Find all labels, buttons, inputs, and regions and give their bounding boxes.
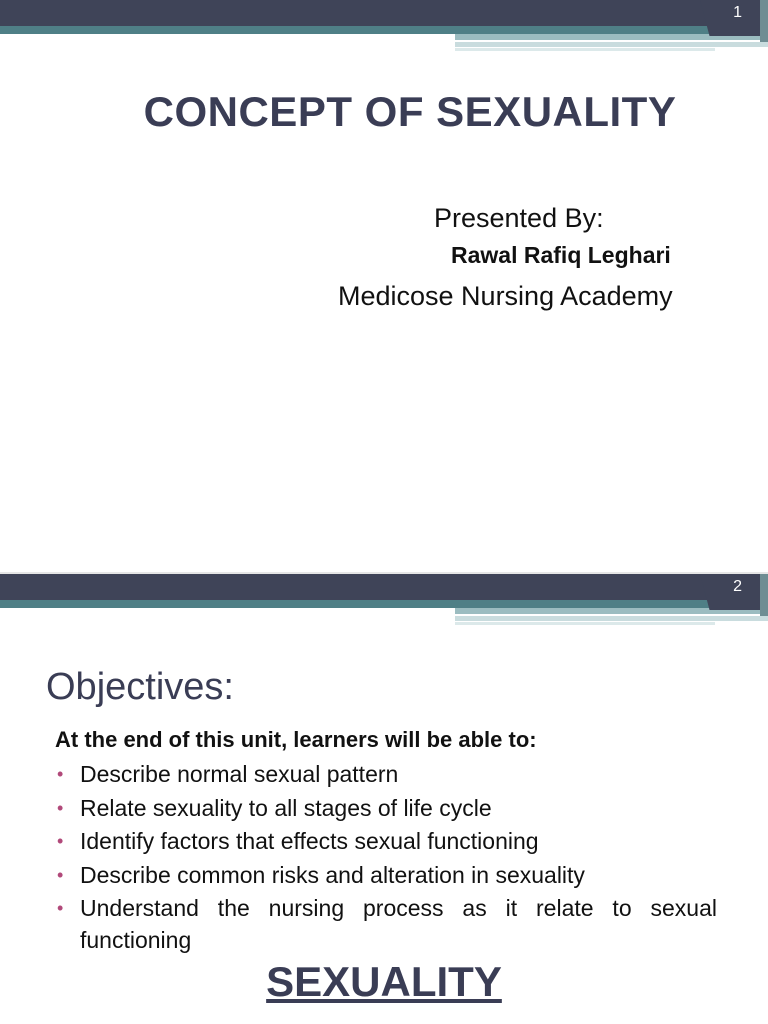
list-item [55,825,717,859]
author-name: Rawal Rafiq Leghari [451,242,671,268]
slide-number: 1 [733,4,742,21]
objectives-heading: Objectives: [46,666,234,708]
section-title: SEXUALITY [266,958,502,1005]
presented-by-label: Presented By: [434,203,604,233]
list-item-text: Identify factors that effects sexual functioning [80,828,539,854]
list-item [55,859,717,893]
list-item-text: Describe common risks and alteration in sexuality [80,861,585,888]
objectives-list [55,758,717,956]
slide-title: CONCEPT OF SEXUALITY [143,88,677,135]
list-item-text: Describe normal sexual pattern [80,761,399,787]
slide-2 [0,574,768,1024]
bullet-icon: • [57,797,64,818]
list-item-text: Relate sexuality to all stages of life cycle [80,794,492,821]
bullet-icon: • [57,764,64,784]
objectives-intro: At the end of this unit, learners will be able to: [55,727,537,752]
organization-name: Medicose Nursing Academy [338,281,673,311]
list-item-text: Understand the nursing process as it relate to sexual functioning [80,895,717,953]
list-item [55,758,717,792]
bullet-icon: • [57,898,64,918]
slide-number: 2 [733,578,742,595]
slide-header-band [0,574,768,634]
list-item [55,792,717,826]
list-item [55,892,717,956]
bullet-icon: • [57,864,64,885]
slide-header-band [0,0,768,60]
bullet-icon: • [57,831,64,851]
